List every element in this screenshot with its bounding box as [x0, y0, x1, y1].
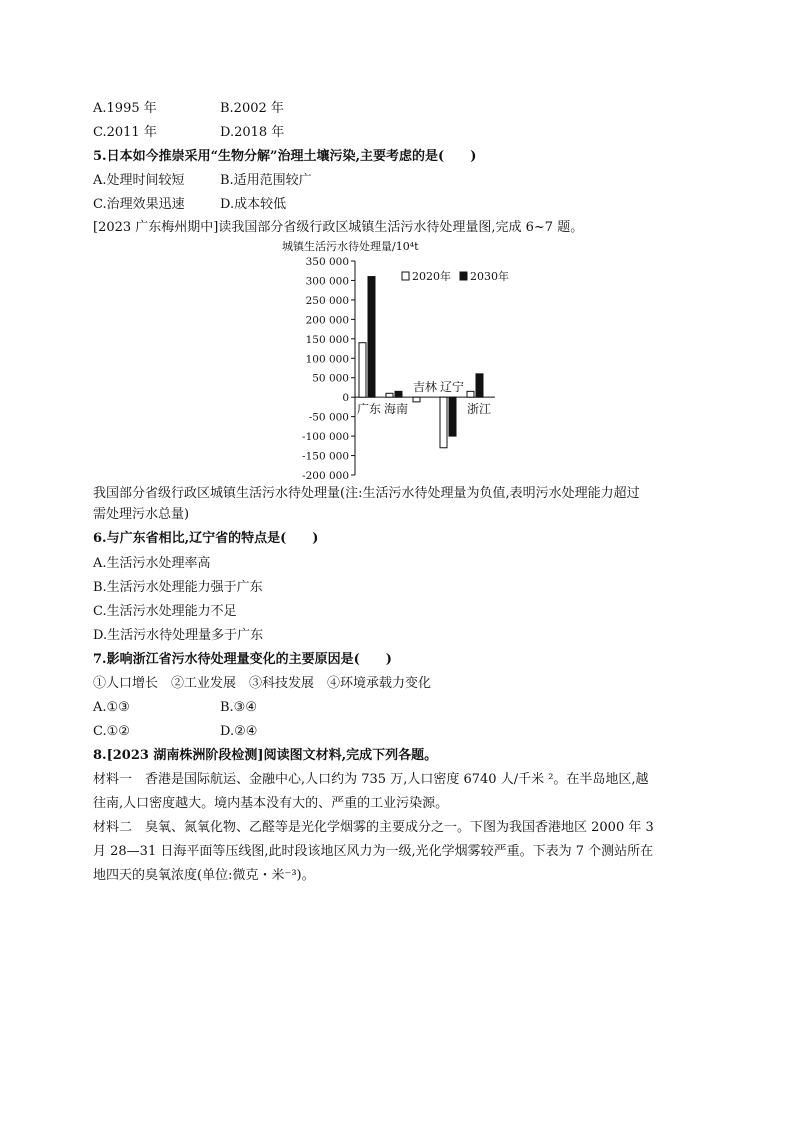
bar-2020-4: [467, 391, 474, 397]
bar-2030-3: [449, 397, 456, 436]
q7-option-c: C.①②: [93, 724, 130, 739]
q6-option-d: D.生活污水待处理量多于广东: [93, 628, 264, 643]
y-tick-label: 250 000: [305, 294, 349, 307]
q6-option-c: C.生活污水处理能力不足: [93, 604, 237, 619]
bar-2030-1: [395, 391, 402, 397]
category-label: 辽宁: [439, 380, 465, 395]
q7-option-d: D.②④: [220, 724, 258, 739]
q6-option-b: B.生活污水处理能力强于广东: [93, 580, 263, 595]
chart-caption-line1: 我国部分省级行政区城镇生活污水待处理量(注:生活污水待处理量为负值,表明污水处理能力超过: [93, 486, 640, 501]
category-label: 吉林: [412, 380, 438, 395]
q4-option-b: B.2002 年: [220, 101, 284, 116]
y-tick-label: 150 000: [305, 333, 349, 346]
legend-swatch: [402, 272, 409, 280]
y-tick-label: 350 000: [305, 256, 349, 268]
q4-option-c: C.2011 年: [93, 125, 157, 140]
bar-2020-0: [359, 343, 366, 397]
q5-option-d: D.成本较低: [220, 197, 287, 212]
y-tick-label: 0: [342, 392, 349, 405]
category-label: 海南: [383, 402, 409, 417]
bar-2020-1: [386, 393, 393, 397]
q8-material1-line1: 材料一 香港是国际航运、金融中心,人口约为 735 万,人口密度 6740 人/千米 ²。在半岛地区,越: [93, 772, 649, 787]
bar-2030-0: [368, 277, 375, 398]
y-axis-title: 城镇生活污水待处理量/10⁴t: [282, 240, 419, 253]
q6-option-a: A.生活污水处理率高: [93, 556, 211, 571]
q5-option-b: B.适用范围较广: [220, 173, 312, 188]
q7-factors: ①人口增长 ②工业发展 ③科技发展 ④环境承载力变化: [93, 676, 432, 691]
q7-option-a: A.①③: [93, 700, 130, 715]
y-tick-label: -200 000: [302, 470, 349, 482]
y-tick-label: 50 000: [312, 372, 349, 385]
category-label: 浙江: [466, 402, 492, 417]
category-label: 广东: [356, 402, 382, 417]
q5-option-a: A.处理时间较短: [93, 173, 185, 188]
y-tick-label: 100 000: [305, 353, 349, 366]
intro-q6-q7: [2023 广东梅州期中]读我国部分省级行政区城镇生活污水待处理量图,完成 6~7 题。: [93, 220, 584, 235]
bar-2020-2: [413, 397, 420, 402]
sewage-bar-chart: [0, 0, 794, 500]
y-tick-label: 200 000: [305, 314, 349, 327]
q8-stem: 8.[2023 湖南株洲阶段检测]阅读图文材料,完成下列各题。: [93, 748, 438, 763]
legend-label: 2030年: [470, 270, 509, 283]
q8-material1-line2: 往南,人口密度越大。境内基本没有大的、严重的工业污染源。: [93, 796, 449, 811]
bar-2020-3: [440, 397, 447, 448]
q5-option-c: C.治理效果迅速: [93, 197, 185, 212]
legend-label: 2020年: [412, 270, 451, 283]
q7-option-b: B.③④: [220, 700, 257, 715]
y-tick-label: 300 000: [305, 275, 349, 288]
q8-material2-line3: 地四天的臭氧浓度(单位:微克・米⁻³)。: [93, 868, 315, 883]
q5-stem: 5.日本如今推崇采用“生物分解”治理土壤污染,主要考虑的是( ): [93, 149, 477, 164]
q6-stem: 6.与广东省相比,辽宁省的特点是( ): [93, 531, 319, 546]
q4-option-d: D.2018 年: [220, 125, 285, 140]
q4-option-a: A.1995 年: [93, 101, 157, 116]
q8-material2-line2: 月 28—31 日海平面等压线图,此时段该地区风力为一级,光化学烟雾较严重。下表为 7 个测站所在: [93, 844, 654, 859]
q8-material2-line1: 材料二 臭氧、氮氧化物、乙醛等是光化学烟雾的主要成分之一。下图为我国香港地区 2000 年 3: [93, 820, 654, 835]
q7-stem: 7.影响浙江省污水待处理量变化的主要原因是( ): [93, 652, 392, 667]
y-tick-label: -50 000: [308, 411, 349, 424]
y-tick-label: -150 000: [302, 450, 349, 463]
chart-caption-line2: 需处理污水总量): [93, 507, 190, 522]
chart-svg: [0, 0, 794, 500]
y-tick-label: -100 000: [302, 431, 349, 444]
legend-swatch: [460, 272, 467, 280]
bar-2030-4: [476, 374, 483, 397]
